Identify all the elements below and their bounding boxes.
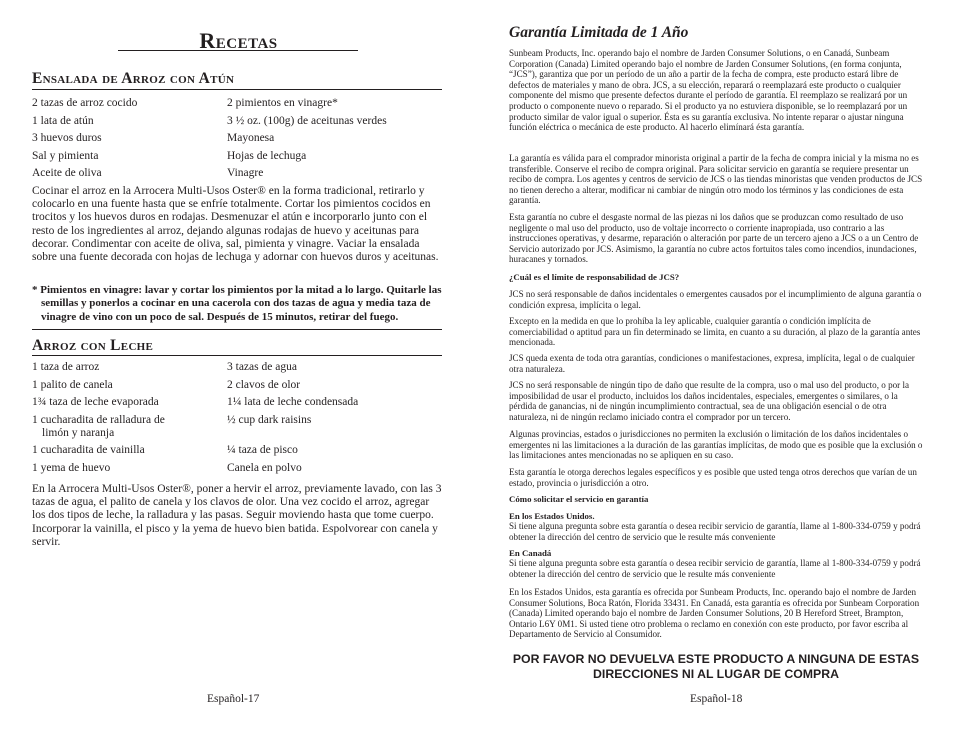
recipe-rule xyxy=(32,355,442,356)
return-notice: POR FAVOR NO DEVUELVA ESTE PRODUCTO A NINGUNA DE ESTAS DIRECCIONES NI AL LUGAR DE COMPRA xyxy=(512,652,920,681)
recipe-note: * Pimientos en vinagre: lavar y cortar los pimientos por la mitad a lo largo. Quitarle las semillas y ponerlos a cocinar en una cacerola con dos tazas de agua y media taza de vinagre de vino con un poco de sal. Después de 15 minutos, retirar del fuego. xyxy=(32,284,442,323)
ingredient: 1 palito de canela xyxy=(32,378,113,391)
ingredient-row xyxy=(32,130,442,148)
canada-contact: Si tiene alguna pregunta sobre esta garantía o desea recibir servicio de garantía, llame al 1-800-334-0759 y podrá obtener la dirección del centro de servicio que le resulte más conveniente xyxy=(509,558,921,579)
title-rule xyxy=(118,50,358,51)
ingredient: 1 taza de arroz xyxy=(32,361,100,373)
ingredient: 2 tazas de arroz cocido xyxy=(32,97,138,109)
us-contact: Si tiene alguna pregunta sobre esta garantía o desea recibir servicio de garantía, llame al 1-800-334-0759 y podrá obtener la dirección del centro de servicio que le resulte más conveniente xyxy=(509,521,921,542)
ingredient-row xyxy=(32,359,442,377)
page-title: Recetas xyxy=(199,28,278,53)
page-number: Español-18 xyxy=(690,693,743,705)
ingredient-row xyxy=(32,442,442,460)
ingredient-row xyxy=(32,113,442,131)
ingredients-arroz-con-leche xyxy=(32,359,442,477)
ingredient: Hojas de lechuga xyxy=(227,149,307,162)
ingredient: 1¼ lata de leche condensada xyxy=(227,396,359,409)
ingredient-row xyxy=(32,394,442,412)
ingredient: Mayonesa xyxy=(227,132,275,145)
warranty-paragraph: La garantía es válida para el comprador minorista original a partir de la fecha de compra inicial y la misma no es transferible. Conserve el recibo de compra original. Para solicitar servicio en garantía se requiere presentar un recibo de compra. Los agentes y centros de servicio de JCS o las tiendas minoristas que venden productos de JCS no tienen derecho a alterar, modificar ni cambiar de ningún otro modo los términos y las condiciones de esta garantía. xyxy=(509,153,923,206)
right-page xyxy=(477,0,954,738)
recipe-instructions: Cocinar el arroz en la Arrocera Multi-Usos Oster® en la forma tradicional, retirarlo y colocarlo en una fuente hasta que se enfríe totalmente. Cortar los pimientos cocidos en trocitos y los huevos duros en rodajas. Desmenuzar el atún e incorporarlo junto con el resto de los ingredientes al arroz, dejando algunas rodajas de huevo y aceitunas para decorar. Condimentar con aceite de oliva, sal, pimienta y vinagre. Vaciar la ensalada sobre una fuente decorada con hojas de lechuga y adornar con huevos duros y aceitunas. xyxy=(32,185,439,264)
ingredients-ensalada xyxy=(32,95,442,183)
ingredient: 1 cucharadita de ralladura de limón y naranja xyxy=(32,414,165,439)
ingredient-row xyxy=(32,460,442,478)
warranty-subheading: ¿Cuál es el límite de responsabilidad de JCS? xyxy=(509,272,680,282)
warranty-paragraph: En los Estados Unidos, esta garantía es ofrecida por Sunbeam Products, Inc. operando bajo el nombre de Jarden Consumer Solutions, Boca Ratón, Florida 33431. En Canadá, esta garantía es ofrecida por Sunbeam Corporation (Canada) Limited operando bajo el nombre de Jarden Consumer Solutions, 20 B Hereford Street, Brampton, Ontario L6Y 0M1. Si usted tiene otro problema o reclamo en conexión con este producto, por favor escriba al Departamento de Servicio al Consumidor. xyxy=(509,587,920,640)
ingredient: ½ cup dark raisins xyxy=(227,414,312,427)
recipe-instructions: En la Arrocera Multi-Usos Oster®, poner a hervir el arroz, previamente lavado, con las 3 tazas de agua, el palito de canela y los clavos de olor. Una vez cocido el arroz, agregar los dos tipos de leche, la ralladura y las pasas. Seguir moviendo hasta que tome cuerpo. Incorporar la vainilla, el pisco y la yema de huevo bien batida. Espolvorear con canela y servir. xyxy=(32,483,442,548)
page-number: Español-17 xyxy=(207,693,260,705)
ingredient: 3 tazas de agua xyxy=(227,361,297,373)
warranty-paragraph: JCS no será responsable de daños incidentales o emergentes causados por el incumplimiento de alguna garantía o condición expresa, implícita o legal. xyxy=(509,289,922,310)
recipe-title-ensalada: Ensalada de Arroz con Atún xyxy=(32,70,235,87)
warranty-paragraph: JCS no será responsable de ningún tipo de daño que resulte de la compra, uso o mal uso del producto, o por la imposibilidad de usar el producto, incluidos los daños incidentales, especiales, emergentes o similares, o la pérdida de ganancias, ni de ningún incumplimiento contractual, sea de una obligación esencial o de otra naturaleza, ni de ningún reclamo iniciado contra el comprador por un tercero. xyxy=(509,380,910,422)
ingredient: Canela en polvo xyxy=(227,461,302,474)
ingredient: 2 pimientos en vinagre* xyxy=(227,97,338,109)
ingredient-row xyxy=(32,165,442,183)
warranty-paragraph: JCS queda exenta de toda otra garantías, condiciones o manifestaciones, expresa, implícita, legal o de cualquier otra naturaleza. xyxy=(509,353,915,374)
ingredient-row xyxy=(32,148,442,166)
warranty-paragraph: Esta garantía no cubre el desgaste normal de las piezas ni los daños que se produzcan como resultado de uso negligente o mal uso del producto, uso de voltaje incorrecto o corriente inapropiada, uso contrario a las instrucciones operativas, y desarme, reparación o alteración por parte de un tercero ajeno a JCS o a un Centro de Servicio autorizado por JCS. Asimismo, la garantía no cubre actos fortuitos tales como incendios, inundaciones, huracanes y tornados. xyxy=(509,212,919,265)
ingredient: Sal y pimienta xyxy=(32,149,99,162)
ingredient: 1¾ taza de leche evaporada xyxy=(32,396,159,409)
ingredient: 1 yema de huevo xyxy=(32,461,111,474)
warranty-paragraph: Excepto en la medida en que lo prohíba la ley aplicable, cualquier garantía o condición implícita de comerciabilidad o aptitud para un fin determinado se limita, en cuanto a su duración, al plazo de la garantía antes mencionada. xyxy=(509,316,921,348)
canada-label: En Canadá xyxy=(509,548,552,558)
ingredient-row xyxy=(32,95,442,113)
ingredient-row xyxy=(32,412,442,443)
recipe-rule xyxy=(32,89,442,90)
ingredient: 1 lata de atún xyxy=(32,114,94,127)
warranty-title: Garantía Limitada de 1 Año xyxy=(509,24,689,41)
ingredient: 2 clavos de olor xyxy=(227,378,301,391)
ingredient: 3 ½ oz. (100g) de aceitunas verdes xyxy=(227,114,387,127)
warranty-subheading: Cómo solicitar el servicio en garantía xyxy=(509,494,649,504)
recipe-title-arroz-con-leche: Arroz con Leche xyxy=(32,337,154,354)
ingredient: 1 cucharadita de vainilla xyxy=(32,444,145,457)
ingredient: Vinagre xyxy=(227,167,264,180)
ingredient-row xyxy=(32,377,442,395)
section-divider xyxy=(32,329,442,330)
us-label: En los Estados Unidos. xyxy=(509,511,595,521)
ingredient: 3 huevos duros xyxy=(32,132,102,145)
warranty-paragraph: Algunas provincias, estados o jurisdicciones no permiten la exclusión o limitación de los daños incidentales o emergentes ni las limitaciones a la duración de las garantías implícitas, de modo que es posible que la exclusión o las limitaciones antes mencionadas no se apliquen en su caso. xyxy=(509,429,923,461)
warranty-paragraph: Esta garantía le otorga derechos legales específicos y es posible que usted tenga otros derechos que varían de un estado, provincia o jurisdicción a otro. xyxy=(509,467,917,488)
ingredient: Aceite de oliva xyxy=(32,167,102,180)
warranty-paragraph: Sunbeam Products, Inc. operando bajo el nombre de Jarden Consumer Solutions, o en Canadá, Sunbeam Corporation (Canada) Limited operando bajo el nombre de Jarden Consumer Solutions, (en forma conjunta, “JCS”), garantiza que por un período de un año a partir de la fecha de compra, este producto estará libre de defectos de materiales y mano de obra. JCS, a su elección, reparará o reemplazará este producto o cualquier componente del mismo que presente defectos durante el período de garantía. El reemplazo se realizará por un producto o componente nuevo o reparado. Si el producto ya no estuviera disponible, se lo reemplazará por un producto similar de valor igual o superior. Ésta es su garantía exclusiva. No intente reparar o ajustar ninguna función eléctrica o mecánica de este producto. Al hacerlo elimínará ésta garantía. xyxy=(509,48,908,133)
ingredient: ¼ taza de pisco xyxy=(227,444,298,457)
